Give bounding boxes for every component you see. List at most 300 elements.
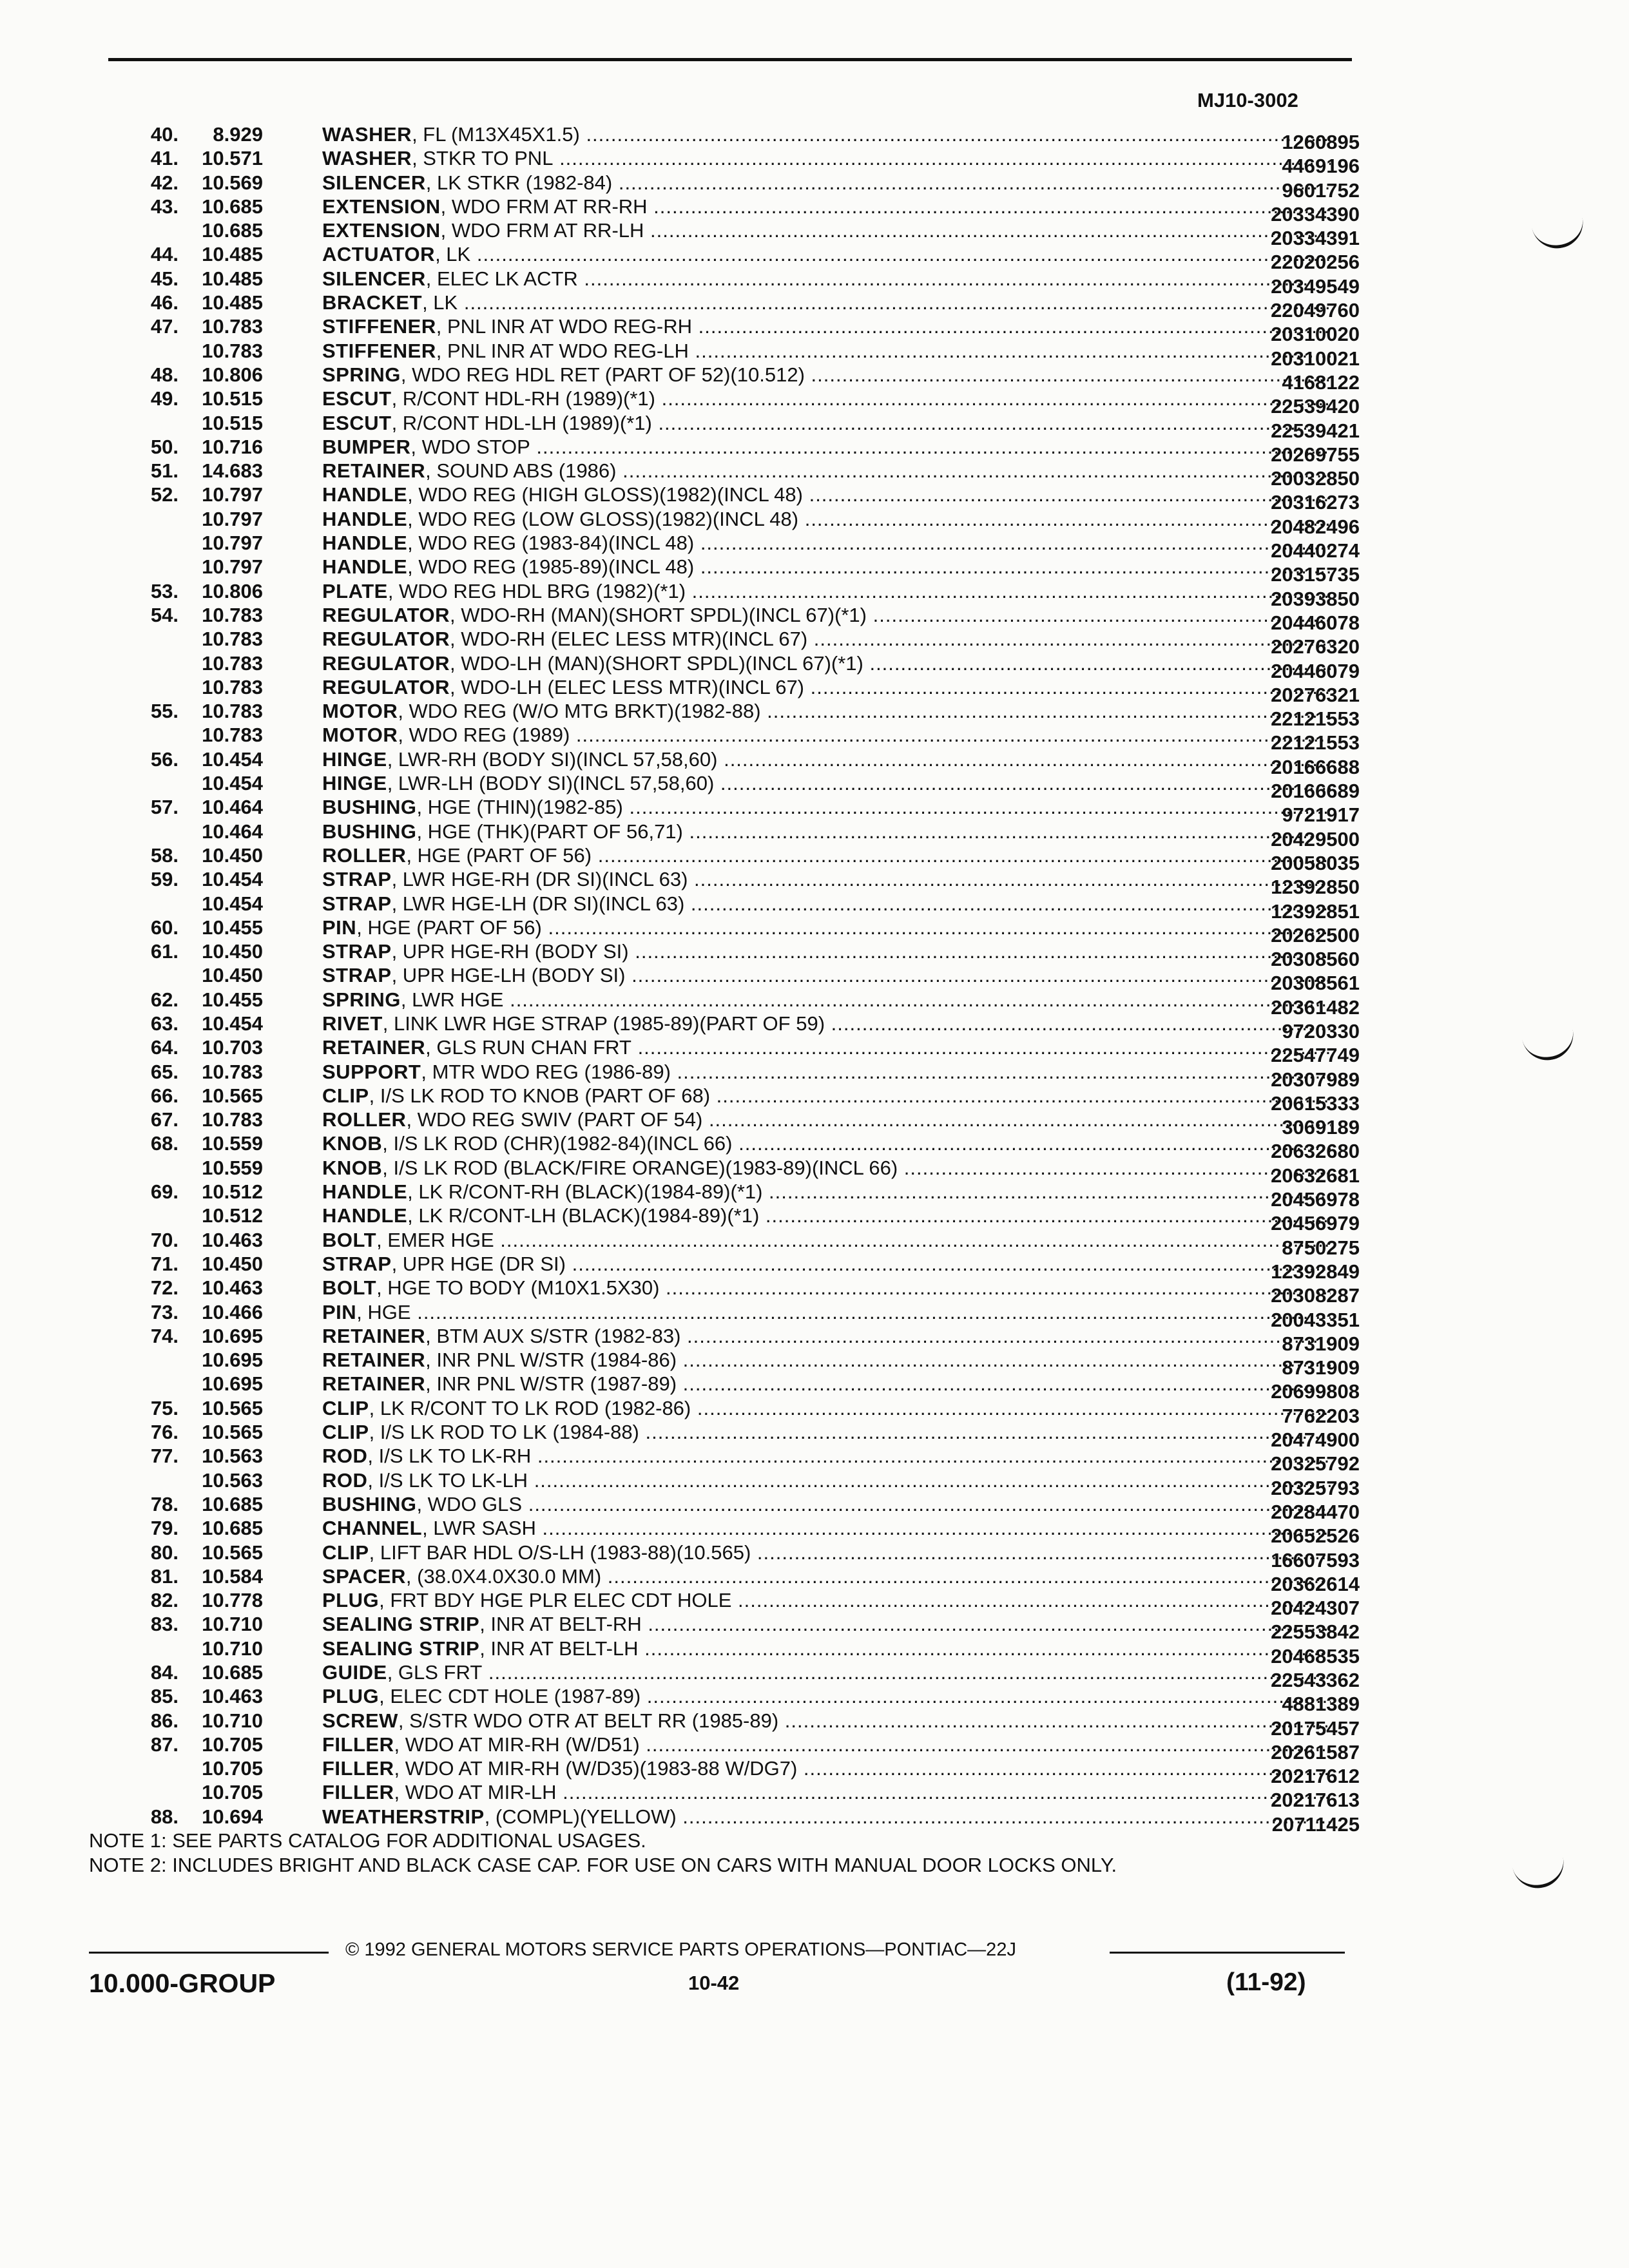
part-number: 20217612 bbox=[1271, 1765, 1360, 1788]
group-number: 10.710 bbox=[202, 1613, 263, 1636]
part-detail: , UPR HGE-LH (BODY SI) bbox=[391, 964, 626, 987]
part-detail: , R/CONT HDL-RH (1989)(*1) bbox=[391, 387, 655, 410]
part-detail: , GLS FRT bbox=[387, 1661, 483, 1684]
parts-row bbox=[139, 1012, 1363, 1043]
ref-number: 79. bbox=[150, 1517, 178, 1540]
parts-row bbox=[139, 1492, 1363, 1523]
part-number: 22539421 bbox=[1271, 419, 1360, 442]
ref-number: 41. bbox=[150, 147, 178, 170]
part-detail: , GLS RUN CHAN FRT bbox=[425, 1036, 631, 1059]
parts-row bbox=[139, 1252, 1363, 1283]
part-number: 20362614 bbox=[1271, 1572, 1360, 1595]
check-mark bbox=[1521, 1026, 1578, 1065]
part-name: RETAINER bbox=[322, 1349, 426, 1372]
group-number: 10.783 bbox=[202, 724, 263, 747]
parts-row bbox=[139, 1060, 1363, 1091]
part-number: 20058035 bbox=[1271, 851, 1360, 874]
part-number: 20440274 bbox=[1271, 539, 1360, 562]
group-number: 10.450 bbox=[202, 1252, 263, 1275]
part-name: HINGE bbox=[322, 772, 387, 795]
parts-row bbox=[139, 1637, 1363, 1667]
part-detail: , R/CONT HDL-LH (1989)(*1) bbox=[391, 411, 652, 434]
part-number: 8731909 bbox=[1282, 1332, 1360, 1355]
part-number: 20276321 bbox=[1271, 683, 1360, 706]
part-number: 20456978 bbox=[1271, 1188, 1360, 1211]
part-detail: , FRT BDY HGE PLR ELEC CDT HOLE bbox=[379, 1589, 732, 1612]
group-number: 10.450 bbox=[202, 940, 263, 963]
part-name: CLIP bbox=[322, 1084, 369, 1107]
part-name: RETAINER bbox=[322, 1324, 426, 1347]
part-number: 20468535 bbox=[1271, 1644, 1360, 1667]
part-detail: , LK bbox=[435, 243, 471, 266]
group-number: 10.797 bbox=[202, 555, 263, 579]
part-detail: , ELEC CDT HOLE (1987-89) bbox=[379, 1685, 641, 1708]
group-number: 10.716 bbox=[202, 435, 263, 458]
part-name: PIN bbox=[322, 916, 357, 939]
part-number: 20276320 bbox=[1271, 635, 1360, 658]
part-name: PLUG bbox=[322, 1589, 380, 1612]
group-number: 10.783 bbox=[202, 603, 263, 626]
part-name: MOTOR bbox=[322, 700, 398, 723]
part-name: ROD bbox=[322, 1445, 368, 1468]
group-number: 10.584 bbox=[202, 1564, 263, 1588]
ref-number: 63. bbox=[150, 1012, 178, 1035]
part-number: 20307989 bbox=[1271, 1068, 1360, 1091]
part-detail: , LIFT BAR HDL O/S-LH (1983-88)(10.565) bbox=[369, 1541, 751, 1564]
ref-number: 59. bbox=[150, 868, 178, 891]
part-number: 22539420 bbox=[1271, 395, 1360, 418]
part-number: 20166689 bbox=[1271, 780, 1360, 803]
part-number: 20699808 bbox=[1271, 1380, 1360, 1403]
ref-number: 60. bbox=[150, 916, 178, 939]
group-number: 10.685 bbox=[202, 1517, 263, 1540]
group-number: 10.806 bbox=[202, 363, 263, 386]
part-detail: , I/S LK ROD TO KNOB (PART OF 68) bbox=[369, 1084, 711, 1107]
parts-row bbox=[139, 1228, 1363, 1259]
part-detail: , WDO GLS bbox=[416, 1492, 523, 1515]
part-name: ROLLER bbox=[322, 1108, 407, 1131]
parts-row bbox=[139, 1756, 1363, 1788]
part-number: 20325792 bbox=[1271, 1452, 1360, 1475]
part-detail: , HGE (PART OF 56) bbox=[356, 916, 542, 939]
ref-number: 51. bbox=[150, 459, 178, 483]
group-number: 10.783 bbox=[202, 339, 263, 362]
group-number: 10.454 bbox=[202, 868, 263, 891]
parts-row bbox=[139, 651, 1363, 682]
part-name: BOLT bbox=[322, 1228, 377, 1251]
parts-row bbox=[139, 579, 1363, 610]
part-detail: , WDO REG (1985-89)(INCL 48) bbox=[407, 555, 695, 579]
part-detail: , UPR HGE (DR SI) bbox=[391, 1252, 566, 1275]
part-number: 9601752 bbox=[1282, 178, 1360, 202]
group-number: 10.515 bbox=[202, 411, 263, 434]
parts-row bbox=[139, 195, 1363, 226]
part-name: HANDLE bbox=[322, 555, 408, 579]
part-number: 20632680 bbox=[1271, 1140, 1360, 1163]
part-name: PIN bbox=[322, 1300, 357, 1323]
part-name: SPRING bbox=[322, 363, 401, 386]
parts-row bbox=[139, 1180, 1363, 1211]
part-name: FILLER bbox=[322, 1757, 394, 1780]
part-number: 20032850 bbox=[1271, 467, 1360, 490]
check-mark bbox=[1531, 214, 1588, 253]
parts-row bbox=[139, 1108, 1363, 1139]
part-name: STIFFENER bbox=[322, 339, 436, 362]
part-detail: , I/S LK ROD TO LK (1984-88) bbox=[369, 1421, 639, 1444]
part-detail: , I/S LK TO LK-RH bbox=[367, 1445, 532, 1468]
group-number: 10.695 bbox=[202, 1349, 263, 1372]
parts-row bbox=[139, 555, 1363, 586]
parts-row bbox=[139, 363, 1363, 394]
ref-number: 77. bbox=[150, 1445, 178, 1468]
copyright-text: © 1992 GENERAL MOTORS SERVICE PARTS OPERATIONS—PONTIAC—22J bbox=[345, 1939, 1016, 1960]
part-name: WASHER bbox=[322, 147, 412, 170]
group-number: 10.695 bbox=[202, 1324, 263, 1347]
ref-number: 49. bbox=[150, 387, 178, 410]
part-number: 20711425 bbox=[1271, 1812, 1360, 1836]
part-detail: , LWR HGE-LH (DR SI)(INCL 63) bbox=[391, 892, 685, 915]
parts-row bbox=[139, 988, 1363, 1019]
part-number: 20315735 bbox=[1271, 563, 1360, 586]
parts-row bbox=[139, 867, 1363, 899]
part-detail: , PNL INR AT WDO REG-RH bbox=[436, 315, 693, 338]
group-number: 10.512 bbox=[202, 1204, 263, 1227]
parts-row bbox=[139, 820, 1363, 850]
part-detail: , SOUND ABS (1986) bbox=[425, 459, 617, 483]
part-number: 1260895 bbox=[1282, 131, 1360, 153]
part-number: 22547749 bbox=[1271, 1044, 1360, 1067]
part-name: CLIP bbox=[322, 1541, 369, 1564]
part-name: MOTOR bbox=[322, 724, 398, 747]
part-detail: , HGE (PART OF 56) bbox=[406, 843, 592, 867]
group-number: 8.929 bbox=[213, 123, 263, 146]
group-number: 10.685 bbox=[202, 1661, 263, 1684]
parts-row bbox=[139, 1684, 1363, 1716]
ref-number: 71. bbox=[150, 1252, 178, 1275]
ref-number: 47. bbox=[150, 315, 178, 338]
part-detail: , WDO REG (LOW GLOSS)(1982)(INCL 48) bbox=[407, 507, 799, 530]
parts-row bbox=[139, 1516, 1363, 1548]
group-number: 10.485 bbox=[202, 291, 263, 314]
part-name: HINGE bbox=[322, 747, 387, 771]
part-detail: , HGE (THK)(PART OF 56,71) bbox=[416, 820, 683, 843]
part-number: 20446078 bbox=[1271, 611, 1360, 634]
note-1: NOTE 1: SEE PARTS CATALOG FOR ADDITIONAL USAGES. bbox=[89, 1829, 646, 1852]
group-number: 10.565 bbox=[202, 1084, 263, 1107]
part-detail: , WDO REG (W/O MTG BRKT)(1982-88) bbox=[398, 700, 761, 723]
parts-row bbox=[139, 1420, 1363, 1452]
part-number: 20474900 bbox=[1271, 1428, 1360, 1452]
part-number: 20632681 bbox=[1271, 1164, 1360, 1187]
part-name: SILENCER bbox=[322, 267, 426, 290]
part-detail: , WDO FRM AT RR-LH bbox=[440, 219, 644, 242]
part-name: ESCUT bbox=[322, 387, 392, 410]
group-number: 10.705 bbox=[202, 1733, 263, 1756]
part-detail: , LK STKR (1982-84) bbox=[425, 171, 613, 194]
parts-row bbox=[139, 1468, 1363, 1499]
part-name: SILENCER bbox=[322, 171, 426, 194]
parts-row bbox=[139, 1372, 1363, 1403]
part-detail: , ELEC LK ACTR bbox=[425, 267, 578, 290]
part-detail: , WDO REG HDL RET (PART OF 52)(10.512) bbox=[400, 363, 805, 386]
parts-row bbox=[139, 1035, 1363, 1067]
parts-row bbox=[139, 1204, 1363, 1235]
part-number: 20349549 bbox=[1271, 274, 1360, 298]
parts-row bbox=[139, 603, 1363, 634]
part-detail: , WDO REG SWIV (PART OF 54) bbox=[406, 1108, 703, 1131]
part-detail: , UPR HGE-RH (BODY SI) bbox=[391, 940, 629, 963]
part-name: WEATHERSTRIP bbox=[322, 1805, 485, 1828]
part-name: STRAP bbox=[322, 964, 392, 987]
part-detail: , (38.0X4.0X30.0 MM) bbox=[405, 1564, 602, 1588]
ref-number: 65. bbox=[150, 1060, 178, 1083]
part-name: EXTENSION bbox=[322, 195, 441, 218]
group-number: 10.783 bbox=[202, 628, 263, 651]
parts-row bbox=[139, 1709, 1363, 1740]
parts-row bbox=[139, 387, 1363, 418]
part-detail: , LWR SASH bbox=[422, 1517, 536, 1540]
part-detail: , WDO REG (1983-84)(INCL 48) bbox=[407, 532, 695, 555]
part-name: PLUG bbox=[322, 1685, 380, 1708]
group-number: 10.797 bbox=[202, 507, 263, 530]
ref-number: 50. bbox=[150, 435, 178, 458]
ref-number: 70. bbox=[150, 1228, 178, 1251]
parts-row bbox=[139, 916, 1363, 947]
part-detail: , INR PNL W/STR (1984-86) bbox=[425, 1349, 677, 1372]
part-number: 20175457 bbox=[1271, 1716, 1360, 1740]
parts-row bbox=[139, 1780, 1363, 1812]
ref-number: 76. bbox=[150, 1421, 178, 1444]
header-rule bbox=[108, 58, 1352, 61]
parts-row bbox=[139, 1444, 1363, 1475]
parts-row bbox=[139, 1541, 1363, 1571]
group-number: 10.783 bbox=[202, 651, 263, 675]
group-number: 10.778 bbox=[202, 1589, 263, 1612]
group-number: 10.710 bbox=[202, 1709, 263, 1732]
part-detail: , WDO-LH (MAN)(SHORT SPDL)(INCL 67)(*1) bbox=[449, 651, 863, 675]
ref-number: 58. bbox=[150, 843, 178, 867]
part-name: BUMPER bbox=[322, 435, 411, 458]
part-number: 16607593 bbox=[1271, 1548, 1360, 1571]
parts-row bbox=[139, 218, 1363, 250]
group-number: 10.454 bbox=[202, 892, 263, 915]
part-detail: , HGE TO BODY (M10X1.5X30) bbox=[376, 1276, 660, 1300]
part-name: REGULATOR bbox=[322, 675, 450, 698]
parts-row bbox=[139, 723, 1363, 754]
parts-row bbox=[139, 1396, 1363, 1427]
parts-row bbox=[139, 1660, 1363, 1691]
part-name: SEALING STRIP bbox=[322, 1637, 480, 1660]
part-name: ROD bbox=[322, 1468, 368, 1492]
document-id: MJ10-3002 bbox=[1197, 89, 1298, 111]
group-number: 10.466 bbox=[202, 1300, 263, 1323]
part-name: CLIP bbox=[322, 1396, 369, 1419]
part-detail: , WDO AT MIR-RH (W/D35)(1983-88 W/DG7) bbox=[394, 1757, 798, 1780]
part-detail: , WDO REG (HIGH GLOSS)(1982)(INCL 48) bbox=[407, 483, 803, 506]
part-number: 22049760 bbox=[1271, 299, 1360, 322]
ref-number: 82. bbox=[150, 1589, 178, 1612]
parts-row bbox=[139, 122, 1363, 153]
part-detail: , WDO AT MIR-LH bbox=[394, 1781, 557, 1804]
part-number: 20424307 bbox=[1271, 1597, 1360, 1620]
parts-row bbox=[139, 675, 1363, 706]
revision-date: (11-92) bbox=[1226, 1968, 1306, 1996]
part-name: RETAINER bbox=[322, 459, 426, 483]
part-name: REGULATOR bbox=[322, 651, 450, 675]
ref-number: 61. bbox=[150, 940, 178, 963]
part-number: 20308561 bbox=[1271, 972, 1360, 995]
ref-number: 40. bbox=[150, 123, 178, 146]
group-number: 10.569 bbox=[202, 171, 263, 194]
part-name: HANDLE bbox=[322, 1204, 408, 1227]
part-number: 20325793 bbox=[1271, 1476, 1360, 1499]
group-number: 10.703 bbox=[202, 1036, 263, 1059]
part-number: 22020256 bbox=[1271, 251, 1360, 274]
group-number: 10.454 bbox=[202, 747, 263, 771]
parts-row bbox=[139, 1276, 1363, 1307]
part-name: BUSHING bbox=[322, 796, 417, 819]
footer-rule-right bbox=[1110, 1952, 1345, 1954]
parts-row bbox=[139, 339, 1363, 370]
part-detail: , EMER HGE bbox=[376, 1228, 494, 1251]
part-name: BRACKET bbox=[322, 291, 423, 314]
parts-row bbox=[139, 171, 1363, 202]
part-detail: , WDO FRM AT RR-RH bbox=[440, 195, 648, 218]
notes-section bbox=[89, 1829, 1117, 1878]
parts-row bbox=[139, 146, 1363, 178]
group-number: 10.694 bbox=[202, 1805, 263, 1828]
part-detail: , INR AT BELT-RH bbox=[479, 1613, 642, 1636]
part-number: 22543362 bbox=[1271, 1669, 1360, 1691]
group-number: 10.559 bbox=[202, 1132, 263, 1155]
part-name: STIFFENER bbox=[322, 315, 436, 338]
group-number: 10.455 bbox=[202, 988, 263, 1011]
parts-list bbox=[139, 122, 1363, 1836]
ref-number: 44. bbox=[150, 243, 178, 266]
ref-number: 42. bbox=[150, 171, 178, 194]
part-detail: , I/S LK ROD (CHR)(1982-84)(INCL 66) bbox=[382, 1132, 733, 1155]
part-name: EXTENSION bbox=[322, 219, 441, 242]
part-number: 9721917 bbox=[1282, 803, 1360, 827]
part-name: CLIP bbox=[322, 1421, 369, 1444]
part-name: SCREW bbox=[322, 1709, 398, 1732]
footer-rule-left bbox=[89, 1952, 329, 1954]
ref-number: 73. bbox=[150, 1300, 178, 1323]
parts-row bbox=[139, 1612, 1363, 1644]
ref-number: 54. bbox=[150, 603, 178, 626]
group-number: 10.783 bbox=[202, 675, 263, 698]
part-detail: , WDO-RH (MAN)(SHORT SPDL)(INCL 67)(*1) bbox=[449, 603, 867, 626]
part-name: ESCUT bbox=[322, 411, 392, 434]
ref-number: 67. bbox=[150, 1108, 178, 1131]
ref-number: 66. bbox=[150, 1084, 178, 1107]
group-number: 10.571 bbox=[202, 147, 263, 170]
group-number: 10.485 bbox=[202, 267, 263, 290]
part-name: SEALING STRIP bbox=[322, 1613, 480, 1636]
parts-row bbox=[139, 627, 1363, 658]
part-detail: , INR AT BELT-LH bbox=[479, 1637, 639, 1660]
part-number: 20316273 bbox=[1271, 491, 1360, 514]
part-number: 3069189 bbox=[1282, 1116, 1360, 1139]
ref-number: 74. bbox=[150, 1324, 178, 1347]
parts-row bbox=[139, 242, 1363, 274]
group-number: 10.710 bbox=[202, 1637, 263, 1660]
parts-row bbox=[139, 892, 1363, 923]
part-number: 12392849 bbox=[1271, 1260, 1360, 1283]
part-number: 20361482 bbox=[1271, 995, 1360, 1019]
group-label: 10.000-GROUP bbox=[89, 1968, 276, 1998]
group-number: 10.685 bbox=[202, 1492, 263, 1515]
group-number: 10.450 bbox=[202, 964, 263, 987]
page-number: 10-42 bbox=[688, 1972, 740, 1994]
part-detail: , MTR WDO REG (1986-89) bbox=[421, 1060, 671, 1083]
parts-row bbox=[139, 771, 1363, 803]
part-number: 9720330 bbox=[1282, 1019, 1360, 1043]
part-name: KNOB bbox=[322, 1156, 383, 1179]
ref-number: 64. bbox=[150, 1036, 178, 1059]
part-number: 20334390 bbox=[1271, 202, 1360, 226]
parts-row bbox=[139, 483, 1363, 514]
part-detail: , STKR TO PNL bbox=[412, 147, 554, 170]
part-detail: , LWR HGE-RH (DR SI)(INCL 63) bbox=[391, 868, 688, 891]
parts-row bbox=[139, 1300, 1363, 1331]
group-number: 10.454 bbox=[202, 772, 263, 795]
group-number: 10.464 bbox=[202, 820, 263, 843]
part-detail: , WDO AT MIR-RH (W/D51) bbox=[394, 1733, 640, 1756]
ref-number: 72. bbox=[150, 1276, 178, 1300]
part-detail: , LK bbox=[422, 291, 458, 314]
part-name: BOLT bbox=[322, 1276, 377, 1300]
part-name: FILLER bbox=[322, 1733, 394, 1756]
parts-row bbox=[139, 747, 1363, 778]
parts-row bbox=[139, 1733, 1363, 1763]
part-number: 20166688 bbox=[1271, 755, 1360, 778]
part-detail: , LK R/CONT-LH (BLACK)(1984-89)(*1) bbox=[407, 1204, 760, 1227]
group-number: 10.515 bbox=[202, 387, 263, 410]
group-number: 10.559 bbox=[202, 1156, 263, 1179]
ref-number: 84. bbox=[150, 1661, 178, 1684]
group-number: 10.450 bbox=[202, 843, 263, 867]
part-detail: , WDO-RH (ELEC LESS MTR)(INCL 67) bbox=[449, 628, 808, 651]
ref-number: 46. bbox=[150, 291, 178, 314]
part-detail: , I/S LK ROD (BLACK/FIRE ORANGE)(1983-89)(INCL 66) bbox=[382, 1156, 898, 1179]
part-number: 20217613 bbox=[1271, 1789, 1360, 1812]
part-name: KNOB bbox=[322, 1132, 383, 1155]
part-number: 20310021 bbox=[1271, 347, 1360, 370]
parts-row bbox=[139, 795, 1363, 827]
part-detail: , PNL INR AT WDO REG-LH bbox=[436, 339, 689, 362]
part-name: BUSHING bbox=[322, 1492, 417, 1515]
group-number: 10.463 bbox=[202, 1685, 263, 1708]
part-number: 8750275 bbox=[1282, 1236, 1360, 1259]
part-number: 20310020 bbox=[1271, 323, 1360, 346]
ref-number: 69. bbox=[150, 1180, 178, 1204]
part-number: 20308560 bbox=[1271, 948, 1360, 971]
part-name: STRAP bbox=[322, 868, 392, 891]
part-detail: , LK R/CONT-RH (BLACK)(1984-89)(*1) bbox=[407, 1180, 763, 1204]
part-number: 7762203 bbox=[1282, 1404, 1360, 1427]
part-number: 20393850 bbox=[1271, 587, 1360, 610]
group-number: 10.695 bbox=[202, 1372, 263, 1396]
parts-row bbox=[139, 435, 1363, 466]
parts-row bbox=[139, 1564, 1363, 1595]
parts-row bbox=[139, 843, 1363, 874]
group-number: 10.783 bbox=[202, 315, 263, 338]
part-number: 4168122 bbox=[1282, 370, 1360, 394]
part-name: ROLLER bbox=[322, 843, 407, 867]
part-name: RIVET bbox=[322, 1012, 383, 1035]
parts-row bbox=[139, 291, 1363, 322]
